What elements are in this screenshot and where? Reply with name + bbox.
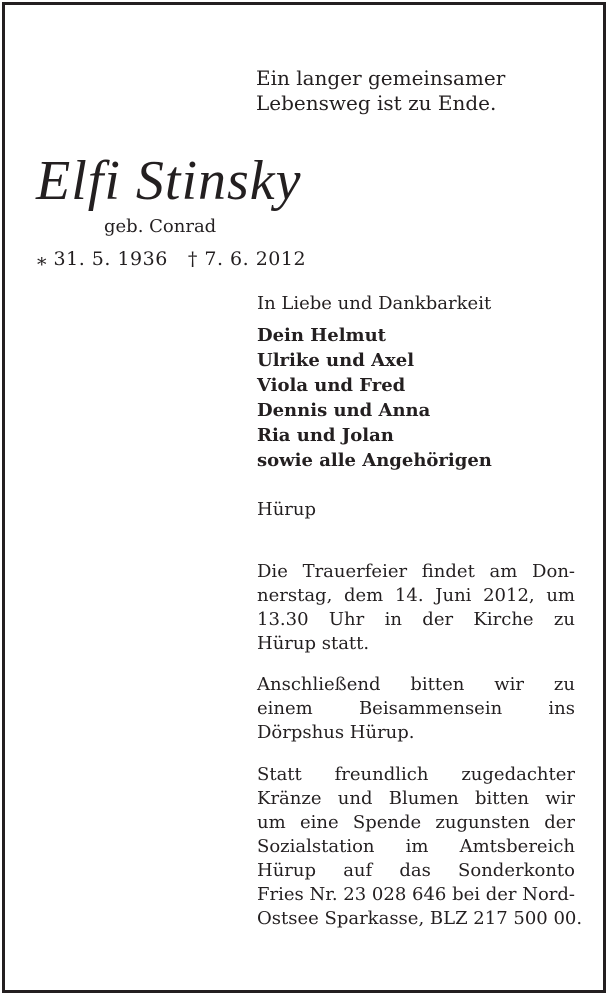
donation-notice [257,763,583,931]
notice-line: Hürup auf das Sonderkonto [257,860,575,881]
notice-line: Fries Nr. 23 028 646 bei der Nord- [257,884,576,905]
motto-line: Ein langer gemeinsamer [256,66,506,90]
life-dates [37,246,306,272]
notice-line: Hürup statt. [257,633,370,654]
notice-line: Statt freundlich zugedachter [257,764,575,785]
motto-line: Lebensweg ist zu Ende. [256,91,497,115]
mourners-list [257,323,492,473]
notice-line: um eine Spende zugunsten der [257,812,575,833]
place: Hürup [257,499,317,520]
birth-date: ⁎ 31. 5. 1936 [37,248,168,270]
mourner-name: Dein Helmut [257,325,386,346]
notice-line: Ostsee Sparkasse, BLZ 217 500 00. [257,908,583,929]
death-date: † 7. 6. 2012 [187,248,307,270]
maiden-name: geb. Conrad [104,216,217,237]
notice-line: 13.30 Uhr in der Kirche zu [257,609,575,630]
mourner-name: sowie alle Angehörigen [257,450,492,471]
notice-line: Anschließend bitten wir zu [257,674,575,695]
mourner-name: Ulrike und Axel [257,350,415,371]
mourner-name: Viola und Fred [257,375,406,396]
gathering-notice [257,673,575,745]
notice-line: Sozialstation im Amtsbereich [257,836,575,857]
mourner-name: Dennis und Anna [257,400,431,421]
mourner-name: Ria und Jolan [257,425,394,446]
funeral-notice [257,560,575,656]
deceased-name: Elfi Stinsky [36,150,302,212]
notice-line: nerstag, dem 14. Juni 2012, um [257,585,575,606]
mourners-intro: In Liebe und Dankbarkeit [257,293,492,314]
notice-line: Kränze und Blumen bitten wir [257,788,575,809]
notice-line: Dörpshus Hürup. [257,722,415,743]
notice-line: Die Trauerfeier findet am Don- [257,561,575,582]
notice-line: einem Beisammensein ins [257,698,575,719]
motto [256,66,505,116]
